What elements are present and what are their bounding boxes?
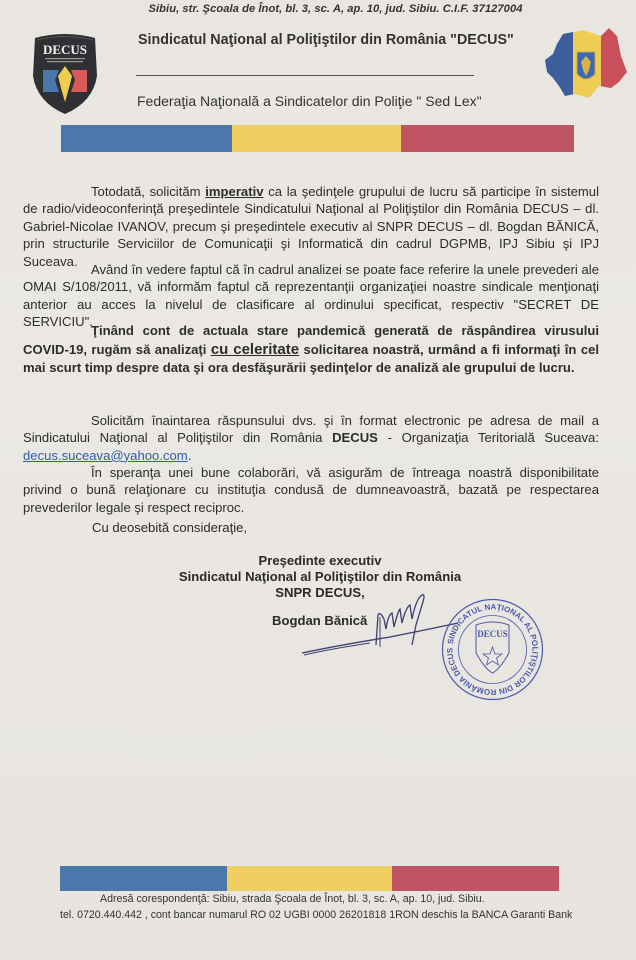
signature-name: Bogdan Bănică bbox=[272, 613, 368, 628]
p1-text-end: ca la şedinţele grupului de lucru să participe în sistemul de radio/videoconferinţă preşedintele Sindicatului Naţional al Poliţiştilor din România DECUS – dl. Gabriel-Nicolae IVANOV, precum şi preşedintele executiv al SNPR DECUS – dl. Bogdan BĂNICĂ, prin structurile Serviciilor de Comunicaţii şi Informatică din cadrul DGPMB, IPJ Sibiu şi IPJ Suceava. bbox=[23, 184, 600, 269]
p1-emphasis: imperativ bbox=[205, 184, 264, 199]
signature-role: Preşedinte executiv bbox=[258, 553, 382, 568]
tricolor-band-top bbox=[61, 125, 574, 152]
header-federation: Federaţia Naţională a Sindicatelor din Poliţie " Sed Lex" bbox=[137, 93, 482, 109]
romania-map-icon bbox=[543, 26, 629, 104]
header-title: Sindicatul Naţional al Poliţiştilor din România "DECUS" bbox=[138, 32, 514, 48]
p3-text-start: Ţinând cont de actuala stare pandemică generată de răspândirea virusului COVID-19, rugăm să analizaţi bbox=[23, 323, 599, 357]
signature-org: Sindicatul Naţional al Poliţiştilor din România bbox=[178, 569, 462, 584]
band-yellow bbox=[227, 866, 392, 891]
handwritten-signature bbox=[300, 585, 460, 660]
decus-logo-icon bbox=[27, 32, 103, 116]
email-link[interactable]: decus.suceava@yahoo.com bbox=[23, 447, 188, 463]
closing-salutation: Cu deosebită consideraţie, bbox=[92, 520, 248, 535]
p1-text-start: Totodată, solicităm bbox=[91, 184, 206, 199]
footer-address: Adresă corespondenţă: Sibiu, strada Şcoala de Înot, bl. 3, sc. A, ap. 10, jud. Sibiu. bbox=[100, 893, 485, 905]
paragraph-email-request bbox=[23, 412, 599, 464]
p4-text-mid: - Organizaţia Teritorială Suceava: bbox=[377, 430, 599, 446]
p4-decus: DECUS bbox=[332, 430, 378, 446]
stamp-center-text: DECUS bbox=[477, 629, 508, 639]
official-stamp bbox=[440, 597, 545, 702]
p3-emphasis: cu celeritate bbox=[210, 340, 300, 358]
band-blue bbox=[60, 866, 227, 891]
paragraph-participation bbox=[23, 183, 599, 270]
logo-text: DECUS bbox=[42, 42, 88, 57]
p4-text-start: Solicităm înaintarea răspunsului dvs. şi în format electronic pe adresa de mail a Sindicatului Naţional al Poliţiştilor din România bbox=[23, 413, 599, 446]
stamp-ring-text: SINDICATUL NAŢIONAL AL POLIŢIŞTILOR DIN ROMÂNIA DECUS bbox=[445, 602, 540, 697]
band-red bbox=[392, 866, 559, 891]
svg-text:SINDICATUL NAŢIONAL AL POLIŢIŞ bbox=[445, 602, 539, 696]
band-yellow bbox=[232, 125, 401, 152]
paragraph-cooperation: În speranţa unei bune colaborări, vă asigurăm de întreaga noastră disponibilitate privind o bună relaţionare cu instituţia condusă de dumneavoastră, bazată pe respectarea prevederilor legale şi respect reciproc. bbox=[23, 465, 599, 515]
p4-text-end: . bbox=[187, 447, 192, 463]
header-address: Sibiu, str. Şcoala de Înot, bl. 3, sc. A, ap. 10, jud. Sibiu. C.I.F. 37127004 bbox=[148, 3, 523, 15]
band-blue bbox=[61, 125, 232, 152]
tricolor-band-bottom bbox=[60, 866, 559, 891]
paragraph-covid bbox=[23, 322, 599, 378]
paragraph-classification: Având în vedere faptul că în cadrul analizei se poate face referire la unele prevederi ale OMAI S/108/2011, vă informăm faptul că reprezentanţii organizaţiei noastre sindicale menţionaţi anterior au acces la nivelul de clasificare al ordinului specificat, respectiv "SECRET DE SERVICIU". bbox=[23, 262, 599, 330]
band-red bbox=[401, 125, 574, 152]
p3-text-end: solicitarea noastră, urmând a fi informaţi în cel mai scurt timp despre data şi ora desfăşurării şedinţelor de analiză ale grupului de lucru. bbox=[23, 341, 600, 375]
footer-contact: tel. 0720.440.442 , cont bancar numarul RO 02 UGBI 0000 26201818 1RON deschis la BANCA Garanti Bank bbox=[60, 909, 573, 921]
header-divider bbox=[136, 75, 474, 76]
signature-short: SNPR DECUS, bbox=[275, 585, 365, 600]
